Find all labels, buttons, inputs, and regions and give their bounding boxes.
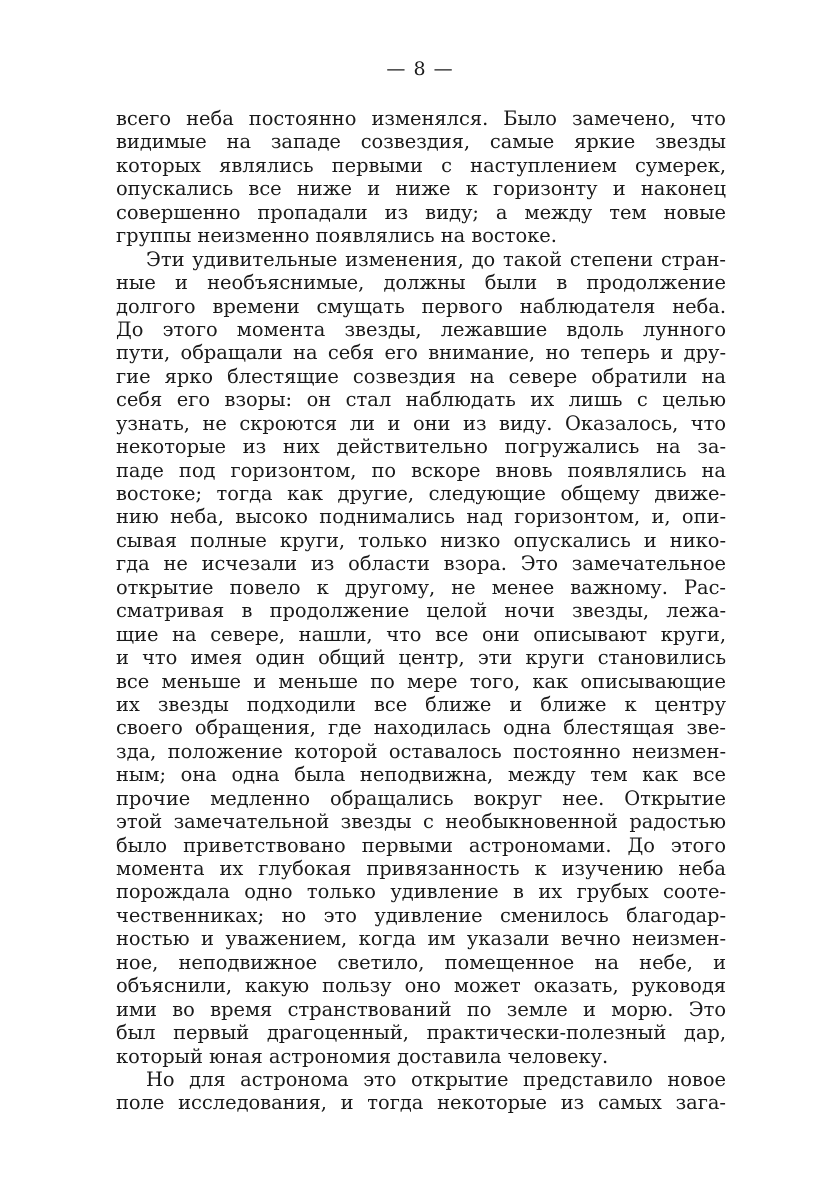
text-line: нию неба, высоко поднимались над горизонтом, и, опи- — [116, 505, 726, 529]
text-line: опускались все ниже и ниже к горизонту и наконец — [116, 177, 726, 201]
text-line: паде под горизонтом, по вскоре вновь появлялись на — [116, 458, 726, 482]
text-line: ими во время странствований по земле и морю. Это — [116, 997, 726, 1021]
text-line: был первый драгоценный, практически-полезный дар, — [116, 1021, 726, 1045]
text-line: чественниках; но это удивление сменилось благодар- — [116, 903, 726, 927]
text-line: все меньше и меньше по мере того, как описывающие — [116, 669, 726, 693]
text-line: открытие повело к другому, не менее важному. Рас- — [116, 575, 726, 599]
text-line: себя его взоры: он стал наблюдать их лишь с целью — [116, 388, 726, 412]
text-line: порождала одно только удивление в их грубых сооте- — [116, 880, 726, 904]
text-line: всего неба постоянно изменялся. Было замечено, что — [116, 107, 726, 130]
text-line: группы неизменно появлялись на востоке. — [116, 224, 557, 248]
text-line: Эти удивительные изменения, до такой степени стран- — [146, 247, 726, 271]
text-line: щие на севере, нашли, что все они описывают круги, — [116, 622, 726, 646]
text-line: видимые на западе созвездия, самые яркие звезды — [116, 130, 726, 154]
text-line: Но для астронома это открытие представило новое — [146, 1067, 726, 1091]
text-line: узнать, не скроются ли и они из виду. Оказалось, что — [116, 411, 726, 435]
text-line: ным; она одна была неподвижна, между тем как все — [116, 763, 726, 787]
text-line: их звезды подходили все ближе и ближе к центру — [116, 692, 726, 716]
text-line: прочие медленно обращались вокруг нее. Открытие — [116, 786, 726, 810]
text-line: которых являлись первыми с наступлением сумерек, — [116, 153, 726, 177]
text-line: этой замечательной звезды с необыкновенной радостью — [116, 810, 726, 834]
text-line: некоторые из них действительно погружались на за- — [116, 435, 726, 459]
text-line: сматривая в продолжение целой ночи звезды, лежа- — [116, 599, 726, 623]
text-line: гие ярко блестящие созвездия на севере обратили на — [116, 364, 726, 388]
text-line: совершенно пропадали из виду; а между тем новые — [116, 200, 726, 224]
text-line: и что имея один общий центр, эти круги становились — [116, 646, 726, 670]
text-line: было приветствовано первыми астрономами. До этого — [116, 833, 726, 857]
text-line: пути, обращали на себя его внимание, но теперь и дру- — [116, 341, 726, 365]
text-line: До этого момента звезды, лежавшие вдоль лунного — [116, 317, 726, 341]
text-line: востоке; тогда как другие, следующие общему движе- — [116, 482, 726, 505]
text-line: ные и необъяснимые, должны были в продолжение — [116, 271, 726, 295]
text-line: ностью и уважением, когда им указали вечно неизмен- — [116, 927, 726, 951]
text-line: ное, неподвижное светило, помещенное на небе, и — [116, 950, 726, 974]
text-line: момента их глубокая привязанность к изучению неба — [116, 857, 726, 880]
text-line: объяснили, какую пользу оно может оказать, руководя — [116, 974, 726, 998]
text-line: который юная астрономия доставила человеку. — [116, 1044, 609, 1068]
body-text — [116, 107, 726, 1115]
text-line: долгого времени смущать первого наблюдателя неба. — [116, 294, 726, 318]
text-line: сывая полные круги, только низко опускались и нико- — [116, 528, 726, 552]
text-line: поле исследования, и тогда некоторые из самых зага- — [116, 1091, 726, 1115]
text-line: гда не исчезали из области взора. Это замечательное — [116, 552, 726, 576]
text-line: зда, положение которой оставалось постоянно неизмен- — [116, 739, 726, 763]
page-number: — 8 — — [386, 58, 454, 80]
text-line: своего обращения, где находилась одна блестящая зве- — [116, 716, 726, 740]
